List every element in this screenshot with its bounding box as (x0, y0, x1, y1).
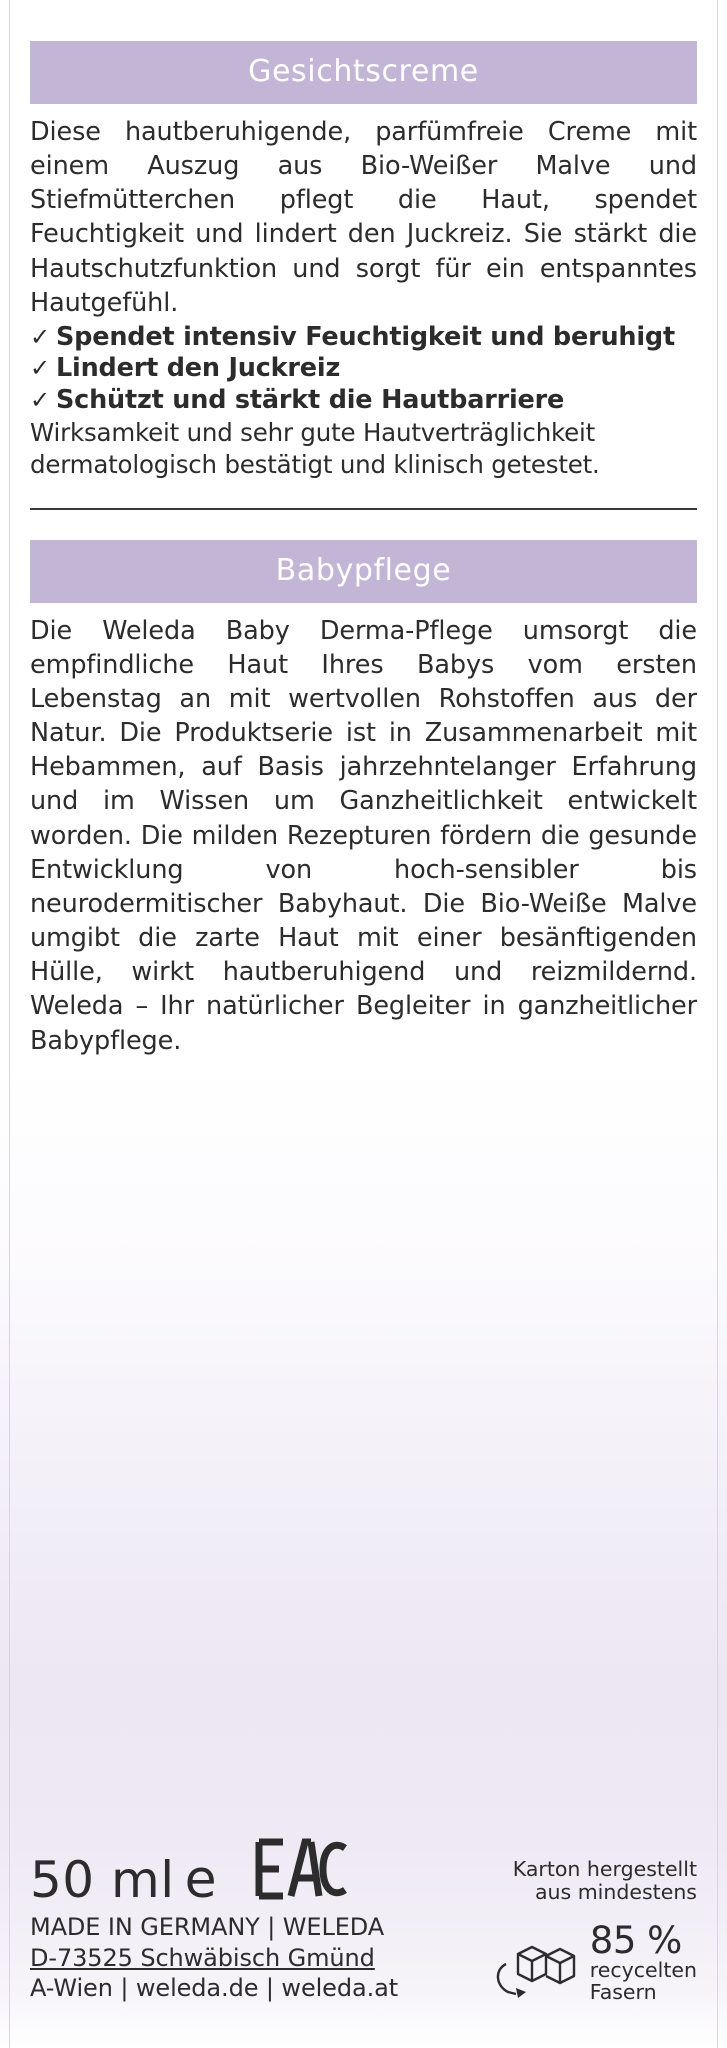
fill-volume (30, 1849, 218, 1910)
recycling-percent-line-2: Fasern (589, 1980, 657, 2005)
fill-volume-value: 50 ml (30, 1850, 175, 1909)
benefit-item (30, 322, 697, 353)
face-cream-benefit-list (30, 322, 697, 416)
footer-bottom-row (30, 1912, 697, 2004)
benefit-label: Schützt und stärkt die Hautbarriere (56, 384, 565, 415)
recycling-percent-line-1: recycelten (589, 1957, 697, 1982)
eac-mark-icon (253, 1838, 349, 1904)
panel-right-edge-rule (717, 0, 718, 2048)
recycling-claim-line-2: aus mindestens (534, 1879, 697, 1904)
footer-top-row (30, 1838, 697, 1910)
check-icon: ✓ (30, 322, 50, 351)
recycling-percent-block (589, 1918, 697, 2005)
benefit-label: Lindert den Juckreiz (56, 353, 341, 384)
address-line: D-73525 Schwäbisch Gmünd (30, 1943, 375, 1972)
estimated-sign-icon: e (184, 1849, 218, 1910)
benefit-item (30, 385, 697, 416)
check-icon: ✓ (30, 354, 50, 383)
section-divider (30, 508, 697, 510)
web-line: A-Wien | weleda.de | weleda.at (30, 1974, 399, 2003)
origin-line: MADE IN GERMANY | WELEDA (30, 1912, 385, 1941)
manufacturer-address (30, 1912, 398, 2004)
recycling-mark (488, 1918, 697, 2005)
dermatological-claim: Wirksamkeit und sehr gute Hautverträglichkeit dermatologisch bestätigt und klinisch getestet. (30, 418, 600, 479)
recycling-claim-line-1: Karton hergestellt (512, 1856, 697, 1881)
recycling-claim-text (513, 1858, 697, 1906)
check-icon: ✓ (30, 385, 50, 414)
section-heading-face-cream: Gesichtscreme (30, 41, 697, 104)
benefit-label: Spendet intensiv Feuchtigkeit und beruhigt (56, 321, 675, 352)
footer-block (30, 1838, 697, 2004)
section-heading-baby-care: Babypflege (30, 540, 697, 603)
panel-content (30, 0, 697, 2048)
panel-left-edge-rule (9, 0, 10, 2048)
recycling-carton-icon (488, 1934, 584, 2004)
benefit-item (30, 353, 697, 384)
baby-care-description: Die Weleda Baby Derma-Pflege umsorgt die empfindliche Haut Ihres Babys vom ersten Lebenstag an mit wertvollen Rohstoffen aus der Natur. Die Produktserie ist in Zusammenarbeit mit Hebammen, auf Basis jahrzehntelanger Erfahrung und im Wissen um Ganzheitlichkeit entwickelt worden. Die milden Rezepturen fördern die gesunde Entwicklung von hoch-sensibler bis neurodermitischer Babyhaut. Die Bio-Weiße Malve umgibt die zarte Haut mit einer besänftigenden Hülle, wirkt hautberuhigend und reizmildernd. Weleda – Ihr natürlicher Begleiter in ganzheitlicher Babypflege. (30, 615, 697, 1056)
face-cream-description: Diese hautberuhigende, parfümfreie Creme mit einem Auszug aus Bio-Weißer Malve und Stiefmütterchen pflegt die Haut, spendet Feuchtigkeit und lindert den Juckreiz. Sie stärkt die Hautschutzfunktion und sorgt für ein entspanntes Hautgefühl. (30, 117, 697, 318)
recycling-percent-value: 85 % (589, 1918, 682, 1962)
